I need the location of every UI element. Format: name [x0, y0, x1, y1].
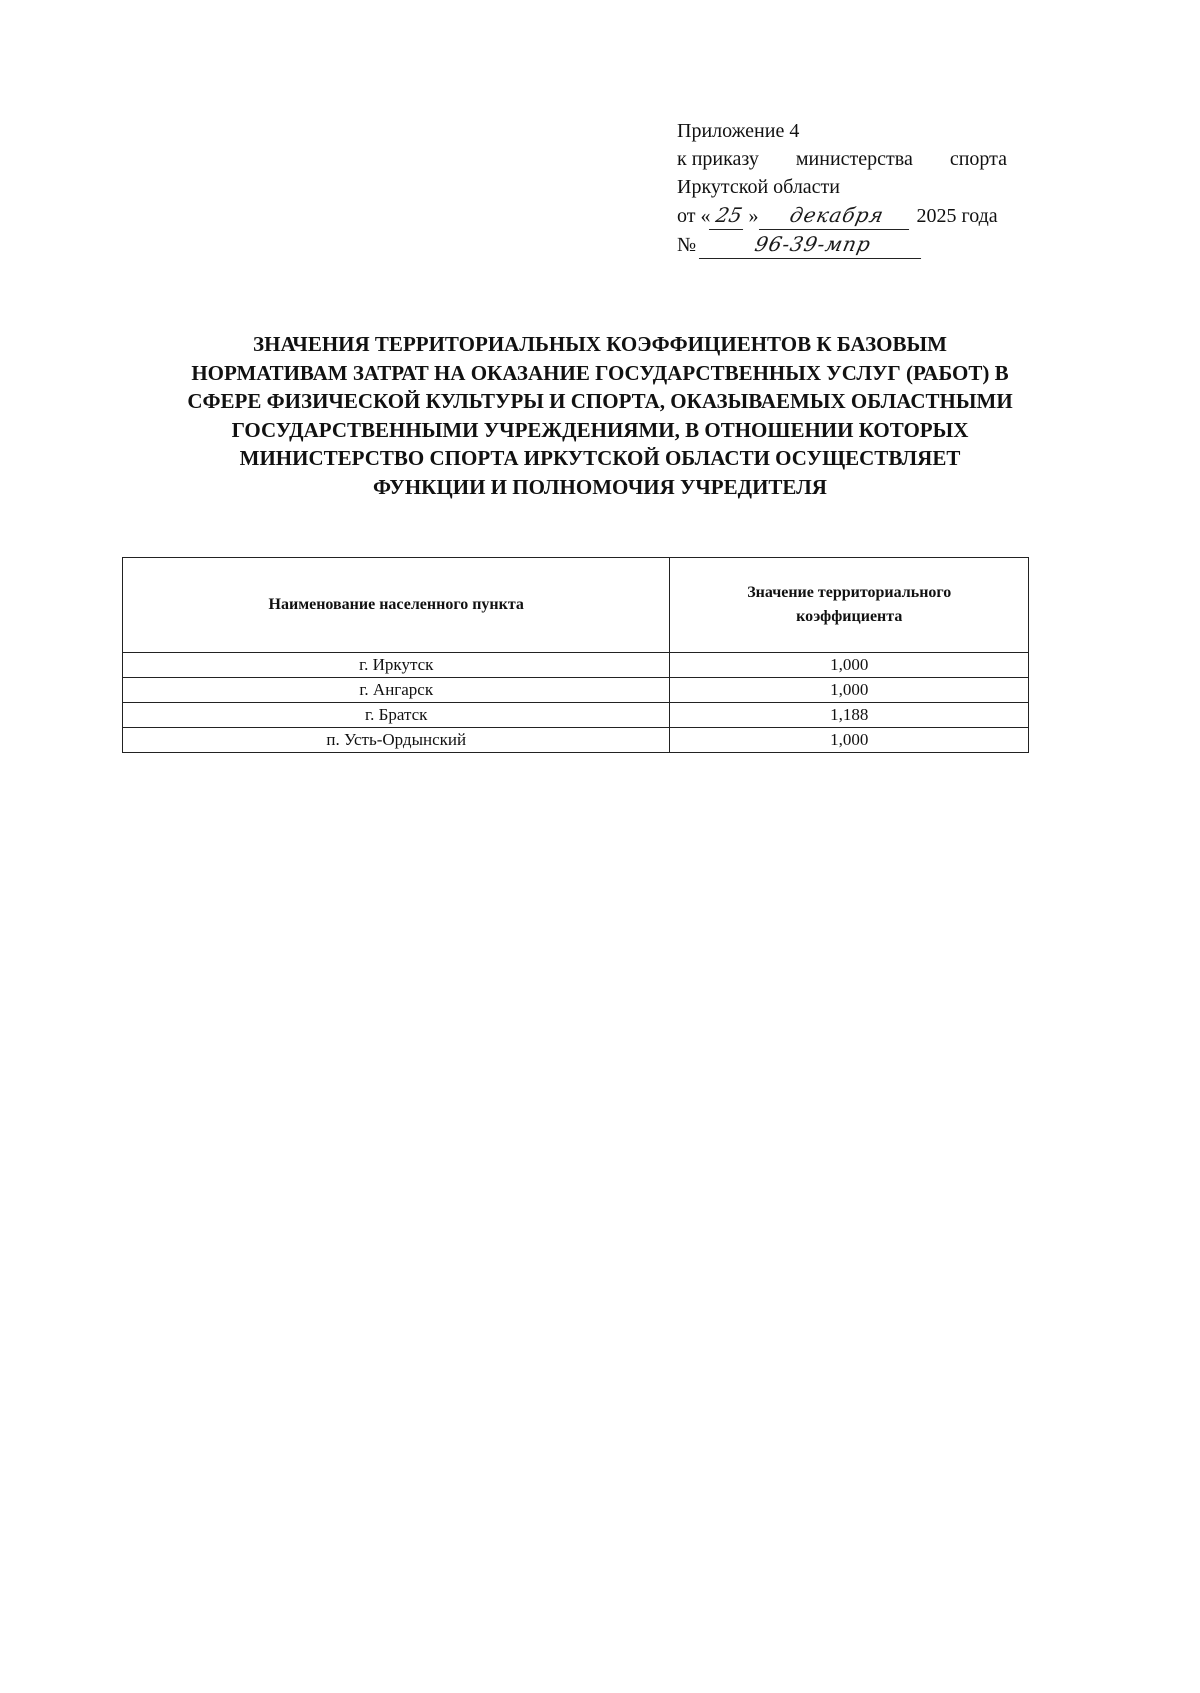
coefficient-cell: 1,188 [670, 703, 1029, 728]
document-title [100, 330, 1100, 501]
column-header-locality: Наименование населенного пункта [123, 558, 670, 653]
table-row [123, 703, 1029, 728]
coefficients-table [122, 557, 1029, 753]
locality-cell: г. Иркутск [123, 653, 670, 678]
column-header-coefficient-text: Значение территориального коэффициента [747, 584, 952, 625]
date-month-handwritten: декабря [759, 201, 915, 230]
table-header-row [123, 558, 1029, 653]
locality-cell: п. Усть-Ордынский [123, 728, 670, 753]
table-row [123, 653, 1029, 678]
column-header-coefficient [670, 558, 1029, 653]
coefficient-cell: 1,000 [670, 728, 1029, 753]
title-line: СФЕРЕ ФИЗИЧЕСКОЙ КУЛЬТУРЫ И СПОРТА, ОКАЗЫВАЕМЫХ ОБЛАСТНЫМИ [187, 389, 1013, 413]
date-quote-close: » [748, 205, 759, 227]
order-number-handwritten: 96-39-мпр [699, 230, 927, 259]
title-line: ГОСУДАРСТВЕННЫМИ УЧРЕЖДЕНИЯМИ, В ОТНОШЕНИИ КОТОРЫХ [231, 417, 969, 442]
appendix-ministry-word: министерства [795, 148, 913, 170]
appendix-number-line [677, 230, 1037, 259]
title-line: МИНИСТЕРСТВО СПОРТА ИРКУТСКОЙ ОБЛАСТИ ОСУЩЕСТВЛЯЕТ [239, 446, 961, 470]
date-prefix: от « [677, 205, 711, 227]
date-year: 2025 года [916, 205, 998, 227]
number-sign: № [677, 234, 697, 256]
title-line: НОРМАТИВАМ ЗАТРАТ НА ОКАЗАНИЕ ГОСУДАРСТВЕННЫХ УСЛУГ (РАБОТ) В [191, 360, 1009, 385]
locality-cell: г. Братск [123, 703, 670, 728]
appendix-region: Иркутской области [677, 176, 840, 198]
coefficient-cell: 1,000 [670, 653, 1029, 678]
coefficient-cell: 1,000 [670, 678, 1029, 703]
date-day-handwritten: 25 [709, 201, 749, 230]
table-row [123, 728, 1029, 753]
appendix-order-line [677, 145, 1007, 173]
locality-cell: г. Ангарск [123, 678, 670, 703]
title-line: ФУНКЦИИ И ПОЛНОМОЧИЯ УЧРЕДИТЕЛЯ [373, 474, 827, 499]
table-row [123, 678, 1029, 703]
appendix-title: Приложение 4 [677, 120, 800, 142]
title-line: ЗНАЧЕНИЯ ТЕРРИТОРИАЛЬНЫХ КОЭФФИЦИЕНТОВ К БАЗОВЫМ [253, 332, 947, 356]
appendix-date-line [677, 201, 1037, 230]
appendix-sport-word: спорта [949, 148, 1007, 170]
appendix-block [677, 117, 1037, 259]
appendix-order-word: к приказу [677, 148, 759, 170]
